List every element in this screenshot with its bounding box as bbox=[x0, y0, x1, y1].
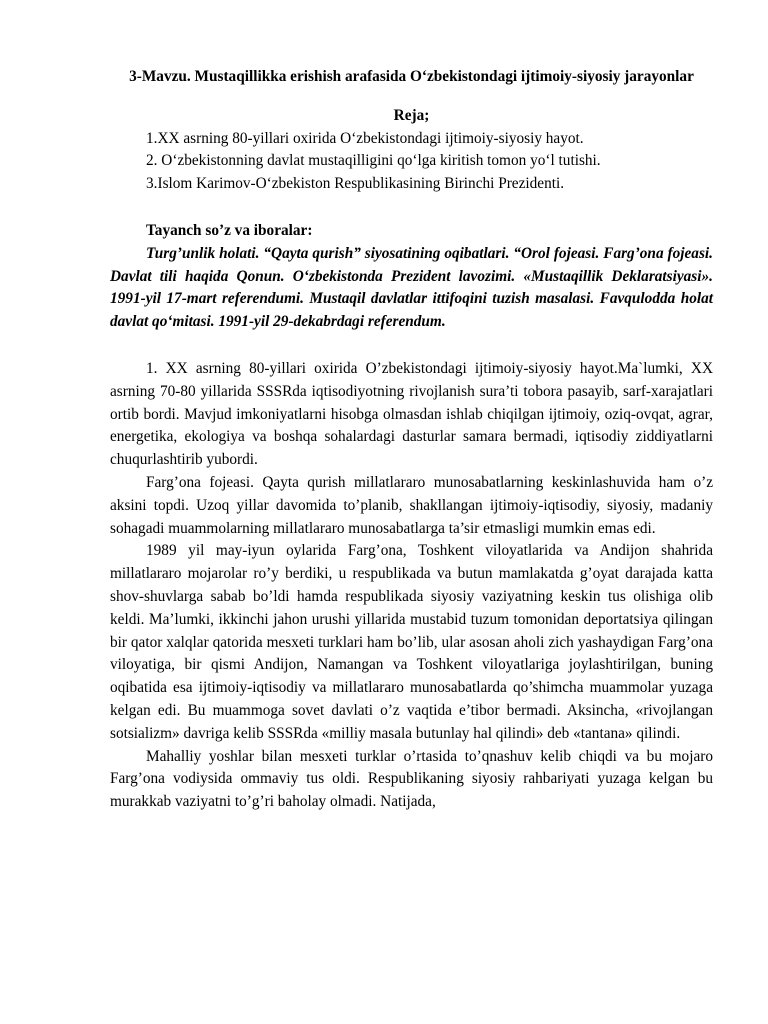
keywords-text: Turg’unlik holati. “Qayta qurish” siyosatining oqibatlari. “Orol fojeasi. Farg’ona fojeasi. Davlat tili haqida Qonun. O‘zbekistonda Prezident lavozimi. «Mustaqillik Deklaratsiyasi». 1991-yil 17-mart referendumi. Mustaqil davlatlar ittifoqini tuzish masalasi. Favqulodda holat davlat qo‘mitasi. 1991-yil 29-dekabrdagi referendum. bbox=[110, 244, 713, 331]
plan-item: 1.XX asrning 80-yillari oxirida O‘zbekistondagi ijtimoiy-siyosiy hayot. bbox=[146, 129, 584, 147]
body-paragraph: 1989 yil may-iyun oylarida Farg’ona, Toshkent viloyatlarida va Andijon shahrida millatlararo mojarolar ro’y berdiki, u respublikada va butun mamlakatda g’oyat darajada katta shov-shuvlarga sabab bo’ldi hamda respublikada siyosiy vaziyatning keskin tus olishiga olib keldi. Ma’lumki, ikkinchi jahon urushi yillarida mustabid tuzum tomonidan deportatsiya qilingan bir qator xalqlar qatorida mesxeti turklari ham bo’lib, ular asosan aholi zich yashaydigan Farg’ona viloyatiga, bir qismi Andijon, Namangan va Toshkent viloyatlariga joylashtirilgan, buning oqibatida esa ijtimoiy-iqtisodiy va millatlararo munosabatlarda qo’shimcha muammolar yuzaga kelgan edi. Bu muammoga sovet davlati o’z vaqtida e’tibor bermadi. Aksincha, «rivojlangan sotsializm» davriga kelib SSSRda «milliy masala butunlay hal qilindi» deb «tantana» qilindi. bbox=[110, 542, 713, 742]
document-page bbox=[110, 66, 713, 814]
body-paragraph: Mahalliy yoshlar bilan mesxeti turklar o’rtasida to’qnashuv kelib chiqdi va bu mojaro Farg’ona vodiysida ommaviy tus oldi. Respublikaning siyosiy rahbariyati yuzaga kelgan bu murakkab vaziyatni to’g’ri baholay olmadi. Natijada, bbox=[110, 747, 713, 811]
document-title: 3-Mavzu. Mustaqillikka erishish arafasida O‘zbekistondagi ijtimoiy-siyosiy jarayonlar bbox=[129, 68, 694, 85]
plan-item: 3.Islom Karimov-O‘zbekiston Respublikasining Birinchi Prezidenti. bbox=[146, 175, 565, 193]
body-paragraph: Farg’ona fojeasi. Qayta qurish millatlararo munosabatlarning keskinlashuvida ham o’z aksini topdi. Uzoq yillar davomida to’planib, shakllangan ijtimoiy-iqtisodiy, siyosiy, madaniy sohagadi muammolarning millatlararo munosabatlarga ta’sir etmasligi mumkin emas edi. bbox=[110, 473, 713, 537]
keywords-heading: Tayanch so’z va iboralar: bbox=[146, 221, 313, 239]
plan-heading: Reja; bbox=[393, 106, 430, 124]
body-paragraph: 1. XX asrning 80-yillari oxirida O’zbekistondagi ijtimoiy-siyosiy hayot.Ma`lumki, XX asrning 70-80 yillarida SSSRda iqtisodiyotning rivojlanish sura’ti tobora pasayib, sarf-xarajatlari ortib bordi. Mavjud imkoniyatlarni hisobga olmasdan ishlab chiqilgan ijtimoiy, oziq-ovqat, agrar, energetika, ekologiya va boshqa sohalardagi dasturlar samara bermadi, iqtisodiy ziddiyatlarni chuqurlashtirib yubordi. bbox=[110, 359, 713, 469]
plan-item: 2. O‘zbekistonning davlat mustaqilligini qo‘lga kiritish tomon yo‘l tutishi. bbox=[146, 152, 601, 170]
